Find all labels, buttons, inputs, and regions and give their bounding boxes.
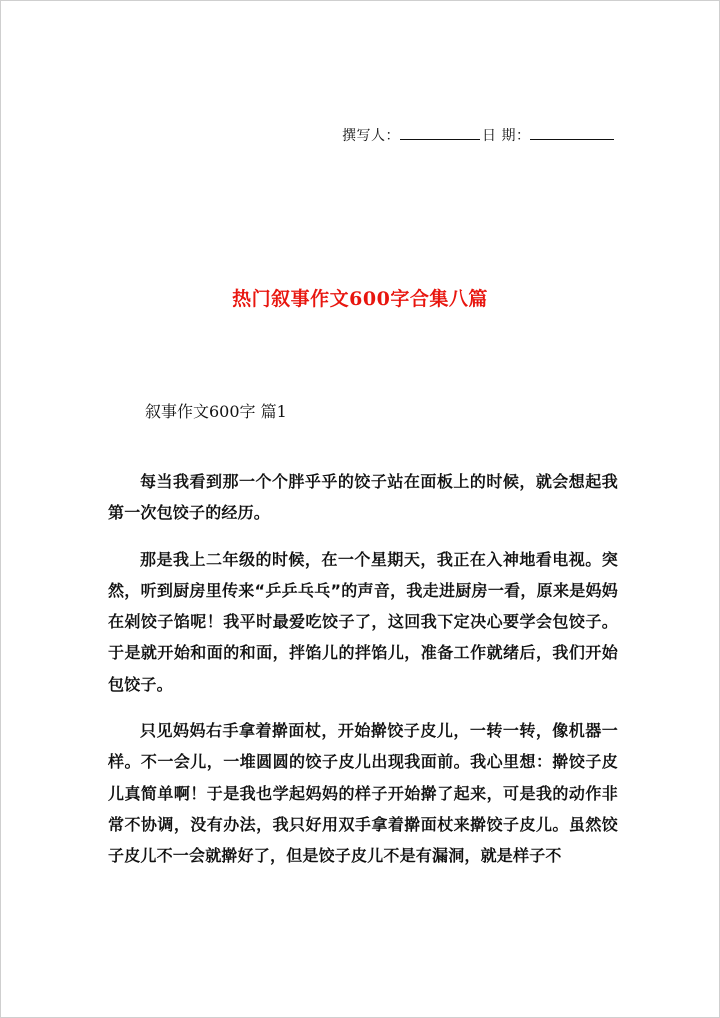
author-date-line	[342, 125, 614, 145]
document-title: 热门叙事作文600字合集八篇	[232, 288, 488, 310]
paragraph: 每当我看到那一个个胖乎乎的饺子站在面板上的时候，就会想起我第一次包饺子的经历。	[108, 472, 618, 523]
paragraph: 那是我上二年级的时候，在一个星期天，我正在入神地看电视。突然，听到厨房里传来“乒乒乓乓”的声音，我走进厨房一看，原来是妈妈在剁饺子馅呢！我平时最爱吃饺子了，这回我下定决心要学会包饺子。于是就开始和面的和面，拌馅儿的拌馅儿，准备工作就绪后，我们开始包饺子。	[108, 549, 618, 694]
date-blank	[530, 125, 614, 140]
paragraph: 只见妈妈右手拿着擀面杖，开始擀饺子皮儿，一转一转，像机器一样。不一会儿，一堆圆圆的饺子皮儿出现我面前。我心里想：擀饺子皮儿真简单啊！于是我也学起妈妈的样子开始擀了起来，可是我的动作非常不协调，没有办法，我只好用双手拿着擀面杖来擀饺子皮儿。虽然饺子皮儿不一会就擀好了，但是饺子皮儿不是有漏洞，就是样子不	[108, 721, 618, 866]
section-heading: 叙事作文600字 篇1	[145, 402, 287, 421]
author-blank	[400, 125, 480, 140]
author-label: 撰写人：	[342, 128, 400, 144]
date-label: 日 期：	[482, 128, 531, 144]
essay-body	[108, 466, 618, 887]
